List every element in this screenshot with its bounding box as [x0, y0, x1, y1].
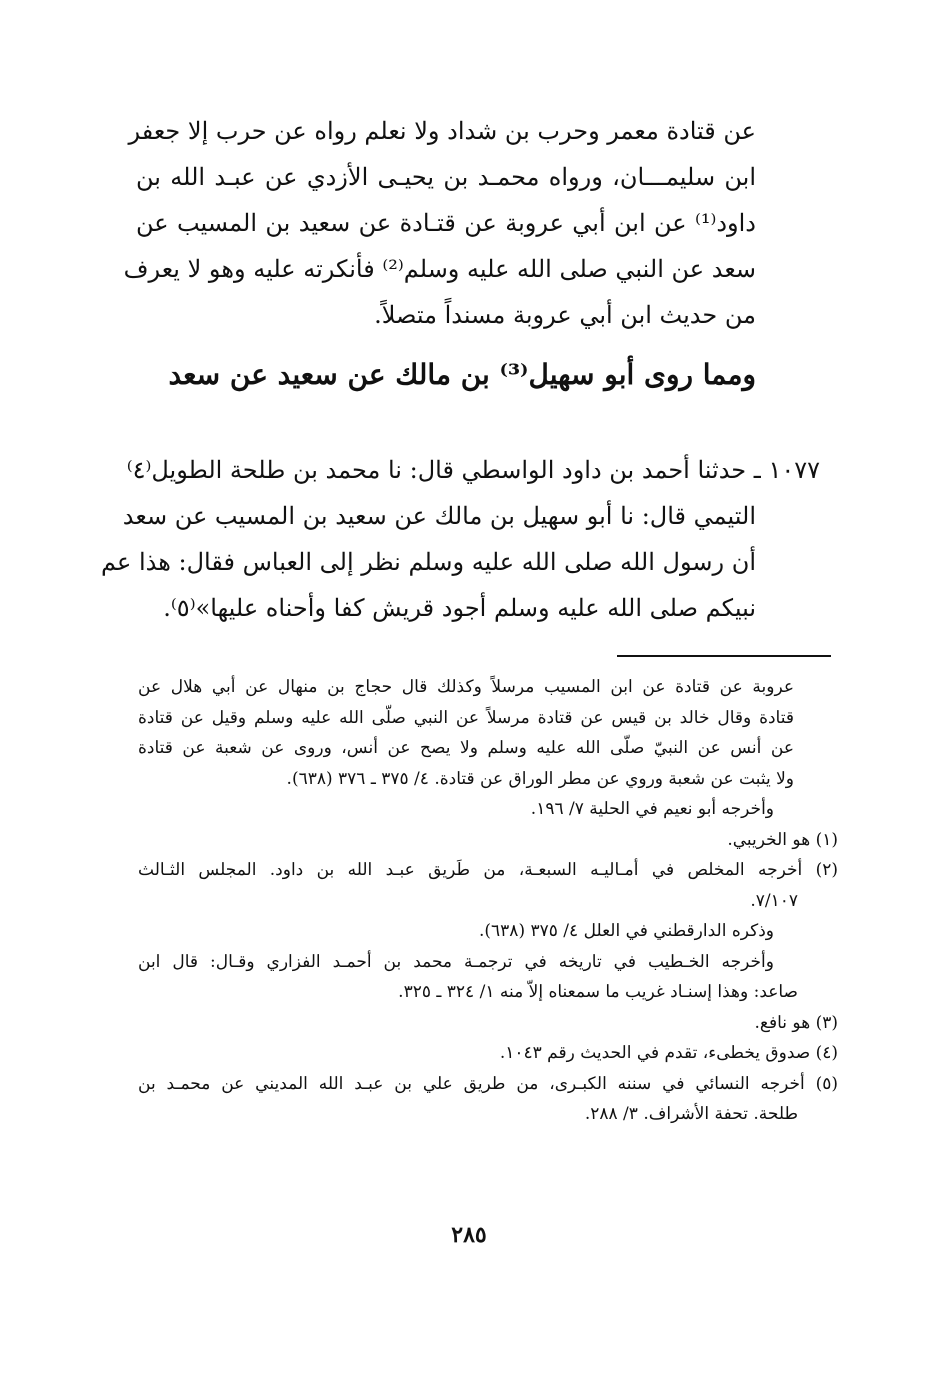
footnote-line: وأخرجه الخـطيب في تاريخه في ترجمـة محمد بن أحمـد الفزاري وقـال: قال ابن	[138, 951, 774, 972]
footnote-line: طلحة. تحفة الأشراف. ٣/ ٢٨٨.	[584, 1104, 798, 1124]
footnote-line: (٥) أخرجه النسائي في سننه الكبـرى، من طريق علي بن عبـد الله المديني عن محمـد بن	[138, 1073, 838, 1094]
hadith-line: التيمي قال: نا أبو سهيل بن مالك عن سعيد بن المسيب عن سعد	[122, 502, 756, 530]
footnotes	[138, 672, 838, 1130]
hadith-paragraph	[101, 447, 820, 631]
footnote-line: وذكره الدارقطني في العلل ٤/ ٣٧٥ (٦٣٨).	[479, 921, 774, 941]
footnote-line: (٢) أخرجه المخلص في أمـاليـه السبعـة، من طَريق عبـد الله بن داود. المجلس الثـالث	[138, 860, 838, 880]
footnote-line: ٧/١٠٧.	[750, 890, 798, 911]
body-paragraph	[123, 108, 756, 338]
body-line: سعد عن النبي صلى الله عليه وسلم⁽²⁾ فأنكرته عليه وهو لا يعرف	[123, 255, 756, 283]
footnote-divider	[617, 655, 831, 657]
hadith-line: نبيكم صلى الله عليه وسلم أجود قريش كفا وأحناه عليها»⁽٥⁾.	[163, 594, 756, 622]
footnote-line: ولا يثبت عن شعبة وروي عن مطر الوراق عن قتادة. ٤/ ٣٧٥ ـ ٣٧٦ (٦٣٨).	[286, 768, 794, 789]
footnote-line: (٤) صدوق يخطىء، تقدم في الحديث رقم ١٠٤٣.	[499, 1043, 838, 1063]
footnote-line: (٣) هو نافع.	[754, 1012, 838, 1033]
footnote-line: عن أنس عن النبيّ صلّى الله عليه وسلم ولا يصح عن أنس، وروى عن شعبة عن قتادة	[138, 738, 794, 758]
body-line: من حديث ابن أبي عروبة مسنداً متصلاً.	[374, 301, 756, 329]
footnote-line: وأخرجه أبو نعيم في الحلية ٧/ ١٩٦.	[530, 799, 774, 819]
footnote-line: عروبة عن قتادة عن ابن المسيب مرسلاً وكذلك قال حجاج بن منهال عن أبي هلال عن	[138, 677, 794, 697]
hadith-line: ١٠٧٧ ـ حدثنا أحمد بن داود الواسطي قال: نا محمد بن طلحة الطويل⁽٤⁾	[126, 456, 820, 484]
footnote-line: صاعد: وهذا إسنـاد غريب ما سمعناه إلاّ منه ١/ ٣٢٤ ـ ٣٢٥.	[398, 982, 798, 1002]
section-heading: ومما روى أبو سهيل⁽³⁾ بن مالك عن سعيد عن سعد	[168, 358, 756, 391]
footnote-line: قتادة وقال خالد بن قيس عن قتادة مرسلاً عن النبي صلّى الله عليه وسلم وقيل عن قتادة	[138, 707, 794, 728]
footnote-line: (١) هو الخريبي.	[727, 829, 838, 850]
body-line: عن قتادة معمر وحرب بن شداد ولا نعلم رواه عن حرب إلا جعفر	[128, 117, 756, 145]
body-line: ابن سليمـــان، ورواه محمـد بن يحيـى الأزدي عن عبـد الله بن	[136, 163, 756, 191]
page-number: ٢٨٥	[451, 1222, 487, 1248]
body-line: داود⁽¹⁾ عن ابن أبي عروبة عن قتـادة عن سعيد بن المسيب عن	[136, 209, 756, 237]
hadith-line: أن رسول الله صلى الله عليه وسلم نظر إلى العباس فقال: هذا عم	[101, 548, 756, 576]
